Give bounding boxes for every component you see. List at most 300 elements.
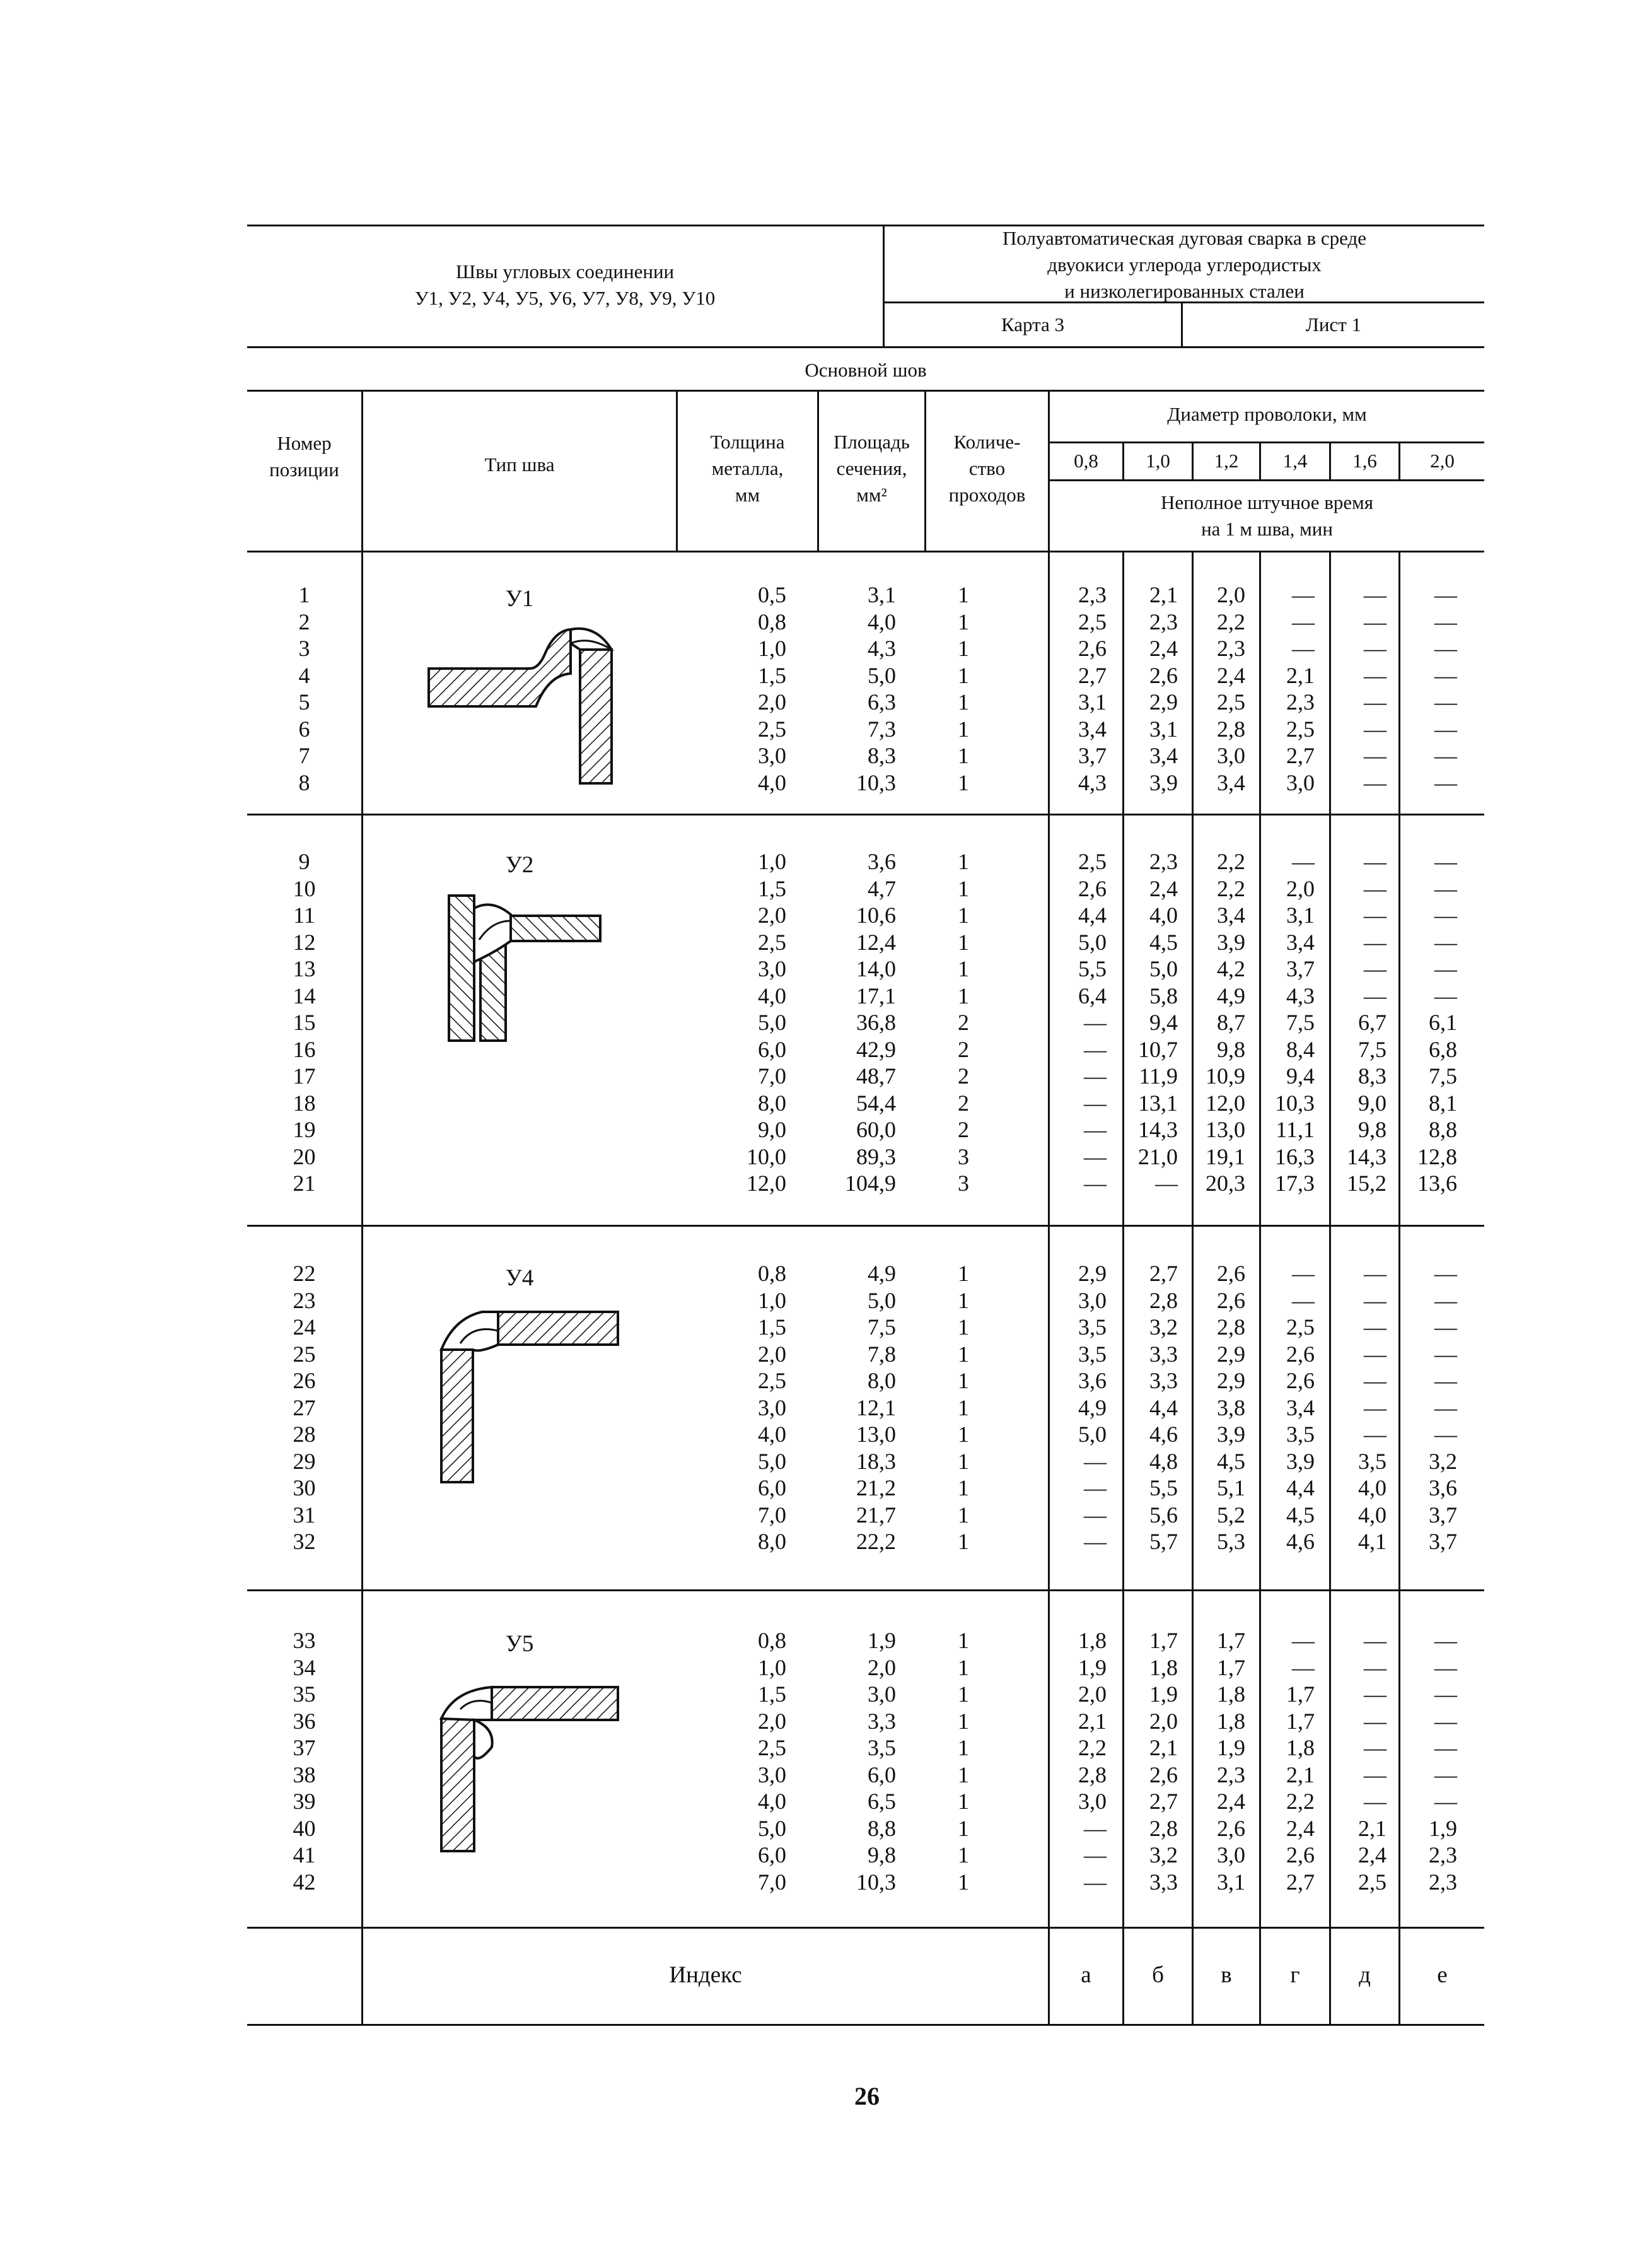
time-d08-cell: 3,0 xyxy=(1078,1789,1107,1814)
time-d12-cell: 2,8 xyxy=(1217,1314,1245,1340)
time-d12-column xyxy=(1194,582,1245,796)
time-d08-cell: 2,6 xyxy=(1078,636,1107,661)
area-cell: 3,5 xyxy=(868,1735,896,1760)
time-d16-cell: — xyxy=(1364,875,1386,901)
time-d14-cell: 3,0 xyxy=(1286,769,1315,795)
passes-cell: 3 xyxy=(958,1171,969,1196)
time-d12-cell: 19,1 xyxy=(1206,1143,1245,1169)
seam-diagram-u2 xyxy=(441,896,605,1047)
passes-cell: 1 xyxy=(958,903,969,928)
time-d14-column xyxy=(1261,848,1315,1197)
thickness-cell: 2,0 xyxy=(758,689,786,715)
position-cell: 35 xyxy=(293,1681,316,1707)
time-d20-cell: — xyxy=(1434,1261,1457,1286)
area-cell: 4,7 xyxy=(868,875,896,901)
col-position-header xyxy=(247,430,361,483)
time-d08-cell: — xyxy=(1084,1815,1107,1841)
passes-cell: 1 xyxy=(958,983,969,1008)
time-d08-column xyxy=(1050,848,1107,1197)
position-cell: 33 xyxy=(293,1628,316,1653)
area-cell: 3,1 xyxy=(868,582,896,607)
position-cell: 7 xyxy=(298,743,310,768)
time-d14-cell: 4,6 xyxy=(1286,1529,1315,1554)
time-d10-cell: 11,9 xyxy=(1139,1063,1178,1089)
position-cell: 30 xyxy=(293,1475,316,1500)
page-number: 26 xyxy=(854,2082,880,2110)
passes-cell: 1 xyxy=(958,1422,969,1447)
thickness-cell: 0,8 xyxy=(758,1628,786,1653)
position-cell: 11 xyxy=(293,903,315,928)
position-cell: 3 xyxy=(298,636,310,661)
time-d14-cell: 16,3 xyxy=(1275,1143,1315,1169)
thickness-cell: 3,0 xyxy=(758,1762,786,1787)
time-d10-cell: 2,8 xyxy=(1149,1815,1178,1841)
passes-cell: 1 xyxy=(958,1394,969,1420)
time-d10-cell: 3,3 xyxy=(1149,1341,1178,1367)
time-d08-cell: — xyxy=(1084,1842,1107,1868)
time-d10-cell: 3,1 xyxy=(1149,716,1178,742)
passes-cell: 1 xyxy=(958,1815,969,1841)
time-d20-cell: 3,7 xyxy=(1429,1529,1457,1554)
position-cell: 18 xyxy=(293,1090,316,1116)
diameter-1-6: 1,6 xyxy=(1352,450,1377,472)
group-rule-1 xyxy=(247,814,1484,815)
time-d14-cell: 10,3 xyxy=(1275,1090,1315,1116)
time-d14-cell: 2,1 xyxy=(1286,1762,1315,1787)
time-d20-cell: — xyxy=(1434,689,1457,715)
time-d08-cell: — xyxy=(1084,1010,1107,1035)
area-cell: 21,2 xyxy=(856,1475,896,1500)
time-d16-column xyxy=(1331,848,1386,1197)
thickness-cell: 4,0 xyxy=(758,983,786,1008)
position-cell: 36 xyxy=(293,1708,316,1734)
time-d12-cell: 3,4 xyxy=(1217,769,1245,795)
time-d08-cell: 2,3 xyxy=(1078,582,1107,607)
col-passes-line1: Количе- xyxy=(953,431,1021,453)
time-d10-cell: 2,7 xyxy=(1149,1261,1178,1286)
time-d08-cell: 3,5 xyxy=(1078,1341,1107,1367)
thickness-cell: 6,0 xyxy=(758,1475,786,1500)
time-d08-cell: 4,3 xyxy=(1078,769,1107,795)
time-d14-cell: 3,9 xyxy=(1286,1448,1315,1474)
time-d12-cell: 8,7 xyxy=(1217,1010,1245,1035)
position-cell: 28 xyxy=(293,1422,316,1447)
time-d20-cell: 8,8 xyxy=(1429,1117,1457,1142)
passes-cell: 1 xyxy=(958,1448,969,1474)
time-d20-cell: — xyxy=(1434,769,1457,795)
area-cell: 36,8 xyxy=(856,1010,896,1035)
passes-cell: 1 xyxy=(958,716,969,742)
thickness-cell: 7,0 xyxy=(758,1869,786,1895)
time-d20-cell: — xyxy=(1434,1422,1457,1447)
time-d12-cell: 2,5 xyxy=(1217,689,1245,715)
time-d10-column xyxy=(1124,1627,1178,1895)
index-label: Индекс xyxy=(669,1962,742,1988)
passes-cell: 1 xyxy=(958,689,969,715)
time-d16-cell: — xyxy=(1364,1628,1386,1653)
time-d10-cell: 3,3 xyxy=(1149,1869,1178,1895)
area-cell: 7,3 xyxy=(868,716,896,742)
time-d08-cell: 5,5 xyxy=(1078,956,1107,981)
time-d16-cell: 3,5 xyxy=(1358,1448,1386,1474)
position-cell: 2 xyxy=(298,609,310,634)
time-d08-cell: 2,6 xyxy=(1078,875,1107,901)
thickness-cell: 1,5 xyxy=(758,662,786,688)
time-d12-cell: 3,0 xyxy=(1217,743,1245,768)
col-thickness-header xyxy=(678,429,817,508)
time-d20-cell: 3,6 xyxy=(1429,1475,1457,1500)
time-d12-cell: 20,3 xyxy=(1206,1171,1245,1196)
time-d16-cell: 4,1 xyxy=(1358,1529,1386,1554)
header-bottom-rule xyxy=(247,346,1484,348)
position-cell: 12 xyxy=(293,929,316,955)
area-cell: 10,3 xyxy=(856,769,896,795)
time-d16-cell: 2,4 xyxy=(1358,1842,1386,1868)
thickness-cell: 5,0 xyxy=(758,1448,786,1474)
time-d14-cell: 4,5 xyxy=(1286,1502,1315,1528)
time-d20-cell: — xyxy=(1434,609,1457,634)
time-header xyxy=(1050,489,1484,542)
time-d20-cell: — xyxy=(1434,582,1457,607)
diameter-1-0: 1,0 xyxy=(1146,450,1170,472)
area-cell: 7,5 xyxy=(868,1314,896,1340)
time-d20-cell: 1,9 xyxy=(1429,1815,1457,1841)
area-cell: 8,8 xyxy=(868,1815,896,1841)
time-d16-cell: — xyxy=(1364,1287,1386,1313)
thickness-cell: 3,0 xyxy=(758,956,786,981)
time-d10-cell: 5,6 xyxy=(1149,1502,1178,1528)
area-column xyxy=(819,1627,896,1895)
thickness-column xyxy=(678,582,786,796)
thickness-cell: 4,0 xyxy=(758,769,786,795)
passes-column xyxy=(926,1627,1001,1895)
thickness-cell: 2,5 xyxy=(758,1735,786,1760)
position-cell: 4 xyxy=(298,662,310,688)
time-d14-cell: 2,1 xyxy=(1286,662,1315,688)
thickness-column xyxy=(678,848,786,1197)
time-d20-cell: 2,3 xyxy=(1429,1842,1457,1868)
time-d08-cell: 1,8 xyxy=(1078,1628,1107,1653)
time-d12-cell: 2,6 xyxy=(1217,1261,1245,1286)
time-d20-cell: 6,1 xyxy=(1429,1010,1457,1035)
thickness-cell: 12,0 xyxy=(747,1171,786,1196)
time-d10-cell: 5,7 xyxy=(1149,1529,1178,1554)
time-d14-cell: 2,6 xyxy=(1286,1341,1315,1367)
time-d20-cell: — xyxy=(1434,983,1457,1008)
seam-diagram-u1 xyxy=(422,624,631,795)
right-title-line3: и низколегированных сталеи xyxy=(1064,280,1305,302)
time-d14-cell: 1,8 xyxy=(1286,1735,1315,1760)
time-d20-column xyxy=(1400,1260,1457,1555)
time-d08-cell: 3,6 xyxy=(1078,1368,1107,1393)
thickness-cell: 6,0 xyxy=(758,1036,786,1062)
time-d08-cell: — xyxy=(1084,1502,1107,1528)
time-d16-cell: — xyxy=(1364,582,1386,607)
passes-column xyxy=(926,582,1001,796)
time-d08-cell: — xyxy=(1084,1117,1107,1142)
area-cell: 8,0 xyxy=(868,1368,896,1393)
thickness-cell: 1,5 xyxy=(758,1681,786,1707)
position-cell: 14 xyxy=(293,983,316,1008)
time-d12-cell: 5,3 xyxy=(1217,1529,1245,1554)
time-d16-column xyxy=(1331,1260,1386,1555)
time-d10-cell: 3,4 xyxy=(1149,743,1178,768)
time-d16-cell: — xyxy=(1364,1708,1386,1734)
time-d08-cell: — xyxy=(1084,1529,1107,1554)
passes-cell: 1 xyxy=(958,1287,969,1313)
position-cell: 22 xyxy=(293,1261,316,1286)
header-bottom-table-rule xyxy=(247,551,1484,552)
position-column xyxy=(247,582,361,796)
position-cell: 16 xyxy=(293,1036,316,1062)
thickness-cell: 1,0 xyxy=(758,849,786,874)
position-column xyxy=(247,848,361,1197)
time-d14-cell: 3,1 xyxy=(1286,903,1315,928)
time-d20-cell: 12,8 xyxy=(1417,1143,1457,1169)
time-d08-cell: 1,9 xyxy=(1078,1654,1107,1680)
time-d16-cell: — xyxy=(1364,1314,1386,1340)
area-cell: 60,0 xyxy=(856,1117,896,1142)
area-cell: 5,0 xyxy=(868,662,896,688)
time-d16-cell: — xyxy=(1364,1681,1386,1707)
thickness-cell: 4,0 xyxy=(758,1422,786,1447)
area-cell: 6,5 xyxy=(868,1789,896,1814)
time-d14-cell: — xyxy=(1292,609,1315,634)
time-d20-cell: — xyxy=(1434,1762,1457,1787)
time-d20-cell: 3,2 xyxy=(1429,1448,1457,1474)
time-d14-cell: — xyxy=(1292,582,1315,607)
time-d14-cell: 3,4 xyxy=(1286,1394,1315,1420)
col-thickness-line1: Толщина xyxy=(710,431,785,453)
area-cell: 3,3 xyxy=(868,1708,896,1734)
time-header-line2: на 1 м шва, мин xyxy=(1201,518,1333,540)
position-cell: 37 xyxy=(293,1735,316,1760)
time-d10-cell: 4,6 xyxy=(1149,1422,1178,1447)
time-d16-cell: 15,2 xyxy=(1347,1171,1386,1196)
time-d08-cell: — xyxy=(1084,1036,1107,1062)
position-cell: 25 xyxy=(293,1341,316,1367)
time-d08-cell: 3,4 xyxy=(1078,716,1107,742)
area-cell: 9,8 xyxy=(868,1842,896,1868)
position-cell: 23 xyxy=(293,1287,316,1313)
time-d14-cell: 2,3 xyxy=(1286,689,1315,715)
thickness-cell: 4,0 xyxy=(758,1789,786,1814)
thickness-cell: 1,5 xyxy=(758,875,786,901)
time-d10-cell: 2,7 xyxy=(1149,1789,1178,1814)
position-cell: 15 xyxy=(293,1010,316,1035)
time-d10-cell: 21,0 xyxy=(1138,1143,1178,1169)
diameter-rule-top xyxy=(1048,441,1484,443)
time-d14-cell: 2,4 xyxy=(1286,1815,1315,1841)
time-d08-cell: — xyxy=(1084,1171,1107,1196)
time-d14-cell: — xyxy=(1292,636,1315,661)
position-cell: 42 xyxy=(293,1869,316,1895)
time-d08-cell: 5,0 xyxy=(1078,929,1107,955)
time-d16-cell: 4,0 xyxy=(1358,1502,1386,1528)
time-d16-cell: — xyxy=(1364,1789,1386,1814)
col-thickness-line3: мм xyxy=(735,484,760,506)
index-b: б xyxy=(1152,1962,1164,1988)
time-d10-column xyxy=(1124,848,1178,1197)
index-v: в xyxy=(1221,1962,1232,1988)
time-d10-column xyxy=(1124,582,1178,796)
thickness-cell: 10,0 xyxy=(747,1143,786,1169)
seam-type-label: У1 xyxy=(505,586,534,612)
area-cell: 4,0 xyxy=(868,609,896,634)
position-cell: 38 xyxy=(293,1762,316,1787)
time-d12-cell: 2,0 xyxy=(1217,582,1245,607)
time-d14-cell: 2,6 xyxy=(1286,1842,1315,1868)
time-d14-cell: 2,7 xyxy=(1286,1869,1315,1895)
time-d16-cell: — xyxy=(1364,716,1386,742)
position-cell: 40 xyxy=(293,1815,316,1841)
thickness-cell: 2,5 xyxy=(758,929,786,955)
seam-type-label: У2 xyxy=(505,852,534,878)
thickness-cell: 2,5 xyxy=(758,1368,786,1393)
col-area-line1: Площадь xyxy=(834,431,910,453)
time-d14-cell: 9,4 xyxy=(1286,1063,1315,1089)
area-cell: 6,3 xyxy=(868,689,896,715)
area-cell: 10,6 xyxy=(856,903,896,928)
passes-cell: 1 xyxy=(958,1681,969,1707)
area-cell: 1,9 xyxy=(868,1628,896,1653)
thickness-cell: 8,0 xyxy=(758,1090,786,1116)
time-d14-cell: 2,2 xyxy=(1286,1789,1315,1814)
time-d10-cell: 4,5 xyxy=(1149,929,1178,955)
time-d12-cell: 2,9 xyxy=(1217,1368,1245,1393)
time-d08-cell: 2,5 xyxy=(1078,849,1107,874)
time-d14-cell: 8,4 xyxy=(1286,1036,1315,1062)
time-d10-cell: 2,4 xyxy=(1149,636,1178,661)
time-d12-cell: 4,2 xyxy=(1217,956,1245,981)
area-cell: 4,3 xyxy=(868,636,896,661)
area-cell: 3,0 xyxy=(868,1681,896,1707)
section-title: Основной шов xyxy=(805,359,927,381)
area-cell: 13,0 xyxy=(856,1422,896,1447)
time-d10-cell: 3,2 xyxy=(1149,1842,1178,1868)
time-d12-cell: 1,9 xyxy=(1217,1735,1245,1760)
time-d16-cell: — xyxy=(1364,689,1386,715)
time-d14-cell: — xyxy=(1292,1287,1315,1313)
time-d20-column xyxy=(1400,582,1457,796)
time-d10-cell: 14,3 xyxy=(1138,1117,1178,1142)
position-cell: 9 xyxy=(298,849,310,874)
time-d12-column xyxy=(1194,1627,1245,1895)
time-d14-cell: 1,7 xyxy=(1286,1681,1315,1707)
passes-cell: 2 xyxy=(958,1036,969,1062)
time-d10-cell: 9,4 xyxy=(1149,1010,1178,1035)
time-d14-cell: 1,7 xyxy=(1286,1708,1315,1734)
thickness-column xyxy=(678,1627,786,1895)
time-d08-cell: 2,5 xyxy=(1078,609,1107,634)
time-d14-cell: 3,4 xyxy=(1286,929,1315,955)
time-d10-column xyxy=(1124,1260,1178,1555)
area-column xyxy=(819,582,896,796)
time-d20-cell: — xyxy=(1434,1394,1457,1420)
time-d12-cell: 2,4 xyxy=(1217,662,1245,688)
area-cell: 21,7 xyxy=(856,1502,896,1528)
position-cell: 32 xyxy=(293,1529,316,1554)
time-d14-cell: 7,5 xyxy=(1286,1010,1315,1035)
area-cell: 17,1 xyxy=(856,983,896,1008)
col-seam-type-header: Тип шва xyxy=(484,453,555,476)
time-d12-cell: 1,8 xyxy=(1217,1681,1245,1707)
passes-cell: 1 xyxy=(958,956,969,981)
time-d10-cell: 5,0 xyxy=(1149,956,1178,981)
time-d20-cell: — xyxy=(1434,1628,1457,1653)
thickness-cell: 8,0 xyxy=(758,1529,786,1554)
time-d10-cell: 5,5 xyxy=(1149,1475,1178,1500)
time-d20-cell: — xyxy=(1434,1314,1457,1340)
time-d12-cell: 2,2 xyxy=(1217,609,1245,634)
time-d20-column xyxy=(1400,1627,1457,1895)
time-d14-cell: 17,3 xyxy=(1275,1171,1315,1196)
time-d12-cell: 3,1 xyxy=(1217,1869,1245,1895)
time-d16-cell: — xyxy=(1364,769,1386,795)
area-cell: 3,6 xyxy=(868,849,896,874)
time-d16-cell: — xyxy=(1364,1654,1386,1680)
passes-cell: 1 xyxy=(958,1502,969,1528)
left-title-line2: У1, У2, У4, У5, У6, У7, У8, У9, У10 xyxy=(414,287,716,309)
time-d12-cell: 2,2 xyxy=(1217,849,1245,874)
seam-type-label: У4 xyxy=(505,1265,534,1291)
time-d10-cell: 13,1 xyxy=(1138,1090,1178,1116)
area-cell: 104,9 xyxy=(845,1171,896,1196)
area-cell: 6,0 xyxy=(868,1762,896,1787)
thickness-column xyxy=(678,1260,786,1555)
group-rule-2 xyxy=(247,1225,1484,1227)
thickness-cell: 0,8 xyxy=(758,609,786,634)
thickness-cell: 1,0 xyxy=(758,636,786,661)
time-d16-cell: 14,3 xyxy=(1347,1143,1386,1169)
time-d16-cell: — xyxy=(1364,1394,1386,1420)
time-d16-cell: — xyxy=(1364,1261,1386,1286)
thickness-cell: 1,0 xyxy=(758,1654,786,1680)
time-d20-cell: 13,6 xyxy=(1417,1171,1457,1196)
position-cell: 26 xyxy=(293,1368,316,1393)
thickness-cell: 0,8 xyxy=(758,1261,786,1286)
passes-cell: 1 xyxy=(958,662,969,688)
position-column xyxy=(247,1627,361,1895)
time-d08-cell: 2,9 xyxy=(1078,1261,1107,1286)
area-cell: 4,9 xyxy=(868,1261,896,1286)
time-d08-column xyxy=(1050,582,1107,796)
time-d20-cell: 7,5 xyxy=(1429,1063,1457,1089)
position-cell: 13 xyxy=(293,956,316,981)
thickness-cell: 7,0 xyxy=(758,1502,786,1528)
passes-cell: 1 xyxy=(958,1628,969,1653)
passes-cell: 1 xyxy=(958,929,969,955)
thickness-cell: 2,0 xyxy=(758,1708,786,1734)
position-column xyxy=(247,1260,361,1555)
time-d08-cell: 3,1 xyxy=(1078,689,1107,715)
time-d10-cell: 2,0 xyxy=(1149,1708,1178,1734)
time-d16-cell: — xyxy=(1364,1735,1386,1760)
time-d10-cell: 4,4 xyxy=(1149,1394,1178,1420)
time-d12-cell: 13,0 xyxy=(1206,1117,1245,1142)
area-column xyxy=(819,848,896,1197)
time-d10-cell: 2,3 xyxy=(1149,609,1178,634)
time-d10-cell: 1,7 xyxy=(1149,1628,1178,1653)
time-d14-cell: 3,7 xyxy=(1286,956,1315,981)
time-d08-cell: 2,8 xyxy=(1078,1762,1107,1787)
passes-cell: 1 xyxy=(958,609,969,634)
time-d12-cell: 2,6 xyxy=(1217,1287,1245,1313)
position-cell: 34 xyxy=(293,1654,316,1680)
passes-cell: 1 xyxy=(958,1654,969,1680)
thickness-cell: 5,0 xyxy=(758,1010,786,1035)
time-d08-cell: — xyxy=(1084,1090,1107,1116)
